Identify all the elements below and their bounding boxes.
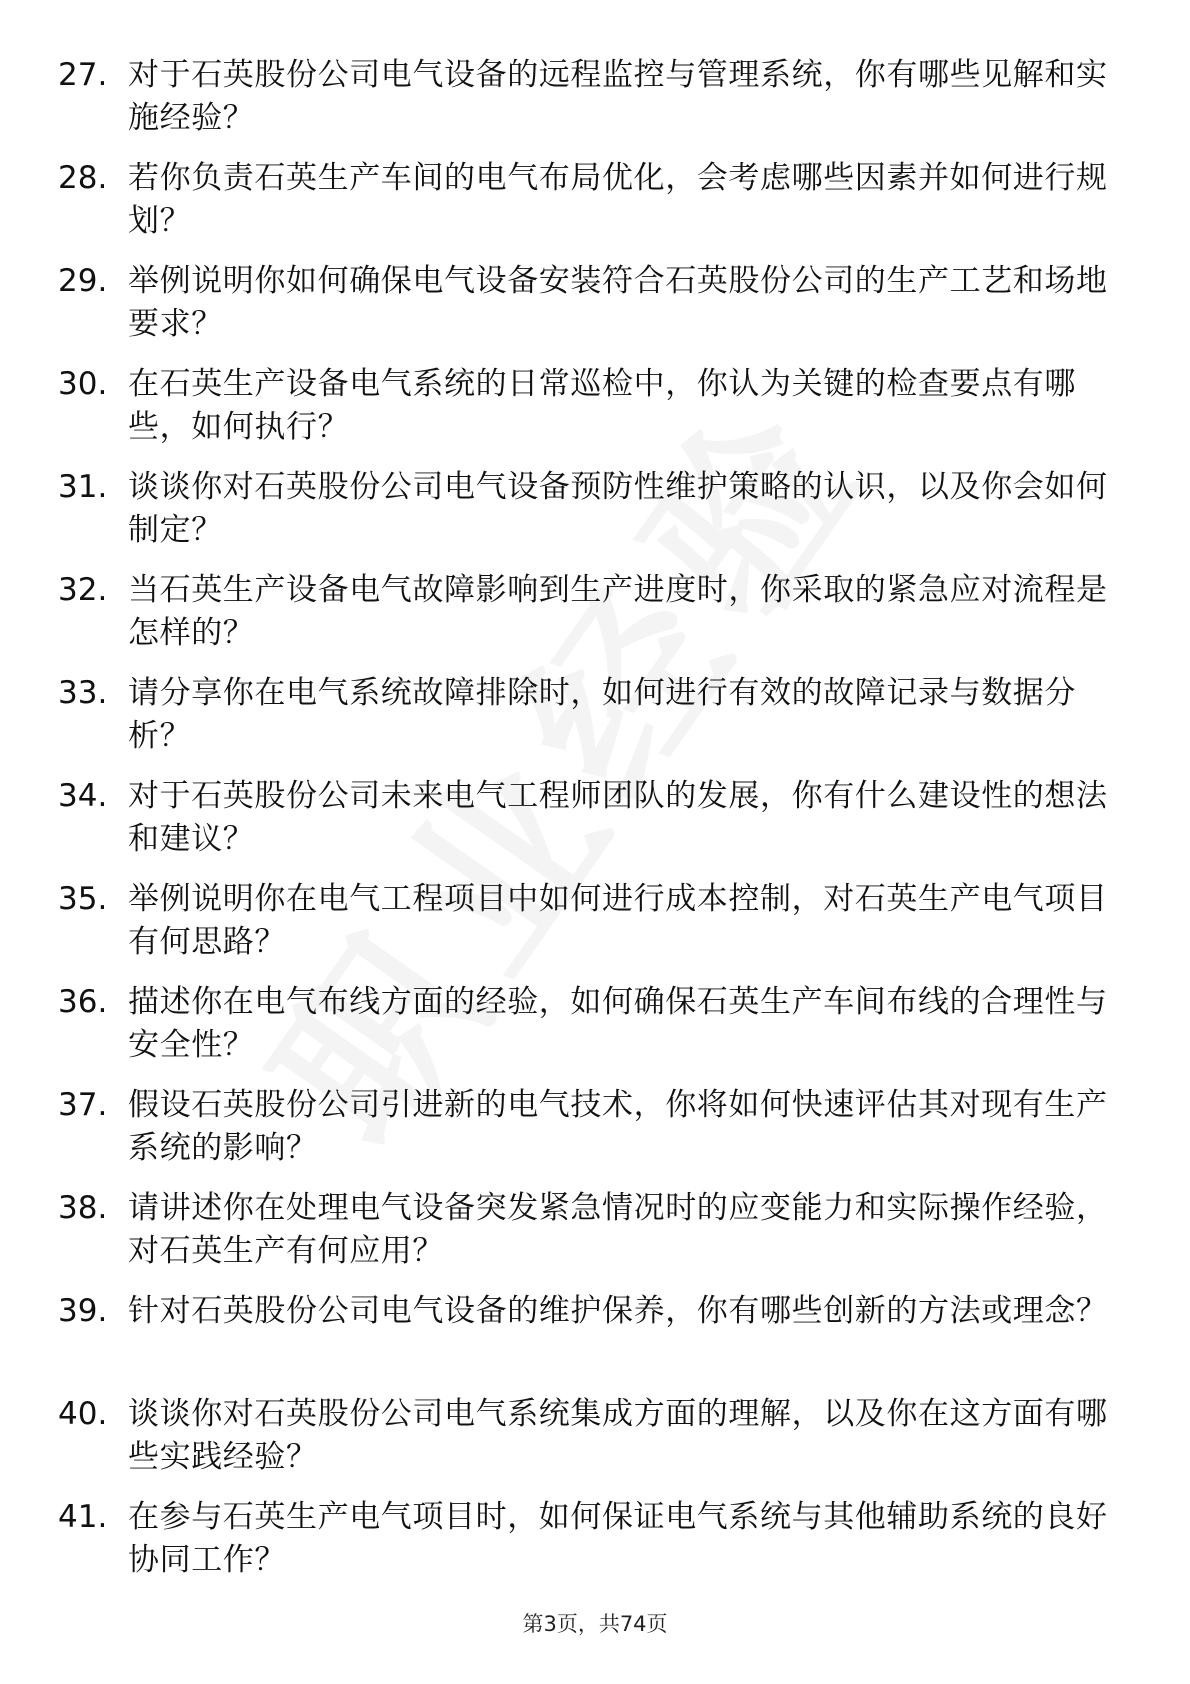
question-item: [58, 157, 1128, 260]
question-number: 41.: [58, 1499, 108, 1535]
question-item: [58, 1290, 1128, 1393]
question-number: 29.: [58, 263, 108, 299]
question-item: [58, 1496, 1128, 1599]
question-number: 32.: [58, 572, 108, 608]
question-text: 在石英生产设备电气系统的日常巡检中，你认为关键的检查要点有哪些，如何执行？: [128, 366, 1076, 445]
question-number: 27.: [58, 57, 108, 93]
question-number: 35.: [58, 881, 108, 917]
question-number: 31.: [58, 469, 108, 505]
question-text: 对于石英股份公司电气设备的远程监控与管理系统，你有哪些见解和实施经验？: [128, 57, 1108, 136]
question-number: 39.: [58, 1293, 108, 1329]
question-item: [58, 569, 1128, 672]
question-number: 36.: [58, 984, 108, 1020]
question-text: 举例说明你在电气工程项目中如何进行成本控制，对石英生产电气项目有何思路？: [128, 881, 1108, 960]
question-item: [58, 878, 1128, 981]
question-item: [58, 981, 1128, 1084]
question-text: 举例说明你如何确保电气设备安装符合石英股份公司的生产工艺和场地要求？: [128, 263, 1108, 342]
question-item: [58, 54, 1128, 157]
question-item: [58, 260, 1128, 363]
question-item: [58, 363, 1128, 466]
question-text: 请讲述你在处理电气设备突发紧急情况时的应变能力和实际操作经验，对石英生产有何应用？: [128, 1190, 1108, 1269]
question-number: 37.: [58, 1087, 108, 1123]
question-text: 若你负责石英生产车间的电气布局优化，会考虑哪些因素并如何进行规划？: [128, 160, 1108, 239]
question-number: 28.: [58, 160, 108, 196]
question-text: 对于石英股份公司未来电气工程师团队的发展，你有什么建设性的想法和建议？: [128, 778, 1108, 857]
question-item: [58, 1393, 1128, 1496]
question-number: 30.: [58, 366, 108, 402]
question-text: 针对石英股份公司电气设备的维护保养，你有哪些创新的方法或理念？: [128, 1293, 1108, 1329]
question-number: 34.: [58, 778, 108, 814]
question-text: 谈谈你对石英股份公司电气系统集成方面的理解，以及你在这方面有哪些实践经验？: [128, 1396, 1108, 1475]
question-number: 33.: [58, 675, 108, 711]
question-number: 38.: [58, 1190, 108, 1226]
question-list: [58, 54, 1128, 1599]
question-item: [58, 1084, 1128, 1187]
question-number: 40.: [58, 1396, 108, 1432]
question-item: [58, 672, 1128, 775]
page-footer: 第3页，共74页: [522, 1612, 668, 1636]
question-text: 谈谈你对石英股份公司电气设备预防性维护策略的认识，以及你会如何制定？: [128, 469, 1108, 548]
question-item: [58, 775, 1128, 878]
question-item: [58, 466, 1128, 569]
question-text: 当石英生产设备电气故障影响到生产进度时，你采取的紧急应对流程是怎样的？: [128, 572, 1108, 651]
question-text: 请分享你在电气系统故障排除时，如何进行有效的故障记录与数据分析？: [128, 675, 1076, 754]
question-item: [58, 1187, 1128, 1290]
question-text: 描述你在电气布线方面的经验，如何确保石英生产车间布线的合理性与安全性？: [128, 984, 1108, 1063]
question-text: 在参与石英生产电气项目时，如何保证电气系统与其他辅助系统的良好协同工作？: [128, 1499, 1108, 1578]
question-text: 假设石英股份公司引进新的电气技术，你将如何快速评估其对现有生产系统的影响？: [128, 1087, 1108, 1166]
